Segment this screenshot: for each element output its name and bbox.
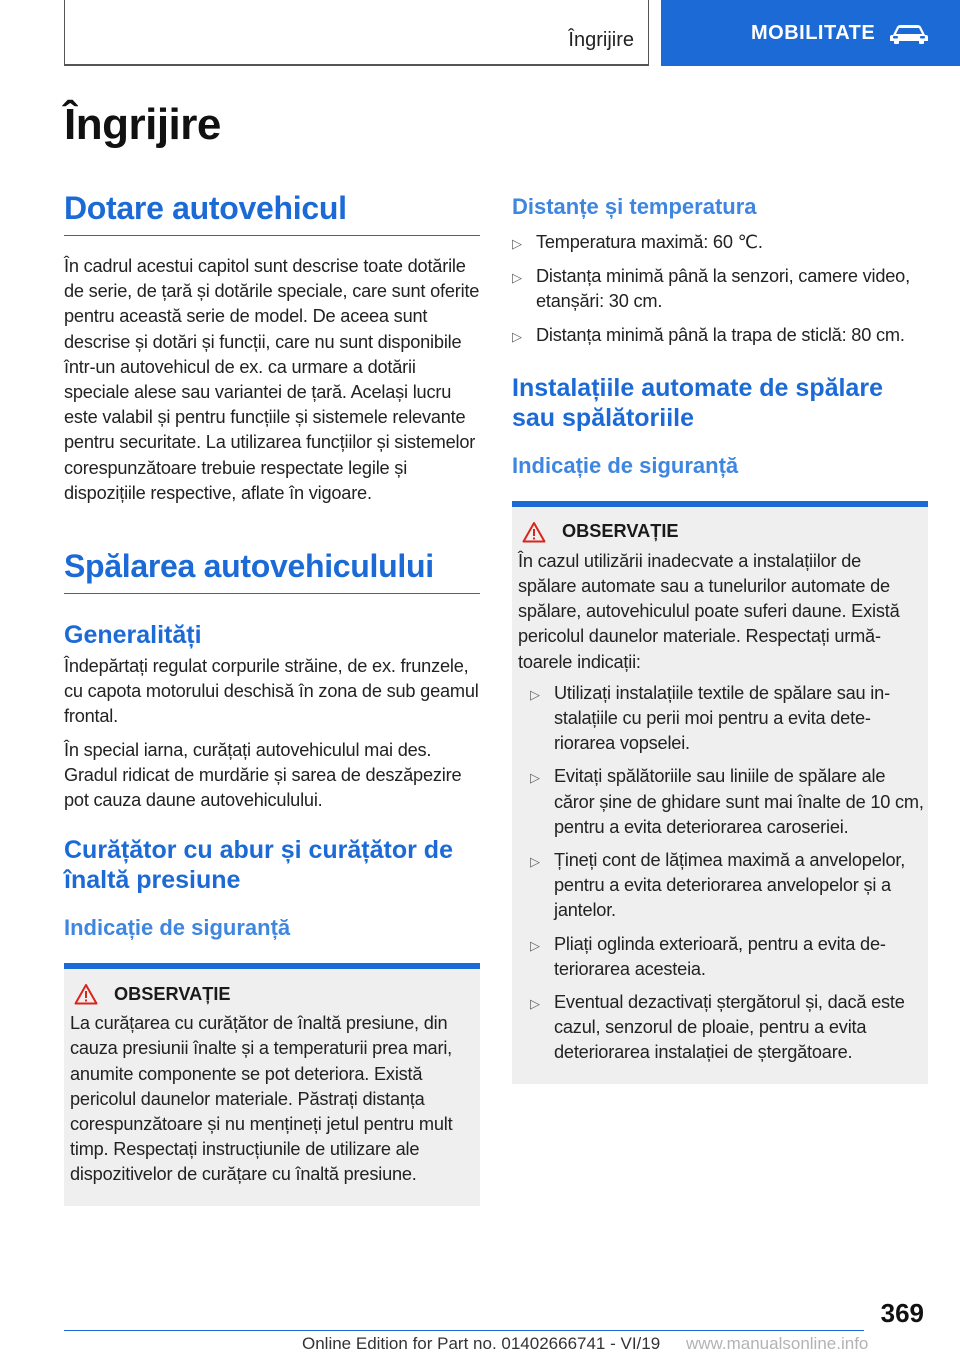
right-column — [512, 190, 928, 1084]
warning-text-left: La curățarea cu curățător de înaltă presiune, din cauza presiunii înalte și a temperaturii prea mari, anumite componente se pot deteriora. Există pericolul daunelor materiale. Păstrați distanța corespunzătoare și nu mențineți jetul pentru mult timp. Respectați instrucțiunile de utilizare ale dispozitivelor de curățare cu înaltă presiune. — [70, 1013, 453, 1185]
heading-washing: Spălarea autovehiculului — [64, 548, 480, 594]
bullet-triangle-icon — [530, 932, 554, 982]
page-number: 369 — [880, 1298, 924, 1328]
footer-site-link[interactable]: www.manualsonline.info — [686, 1334, 869, 1353]
page-title: Îngrijire — [64, 100, 221, 149]
warning-box-left — [64, 963, 480, 1205]
bullet-triangle-icon — [530, 764, 554, 840]
distance-list — [512, 230, 928, 349]
heading-distances: Distanțe și temperatura — [512, 194, 757, 219]
list-item: ▷ Țineți cont de lățimea maximă a anvelopelor, pentru a evita deteriorarea anvelopelor și a jantelor. — [530, 848, 924, 924]
heading-carwash: Instalațiile automate de spălare sau spălătoriile — [512, 373, 883, 432]
header-chapter-tab[interactable] — [661, 0, 960, 66]
heading-safety-note-left: Indicație de siguranță — [64, 915, 291, 941]
paragraph-equipment: În cadrul acestui capitol sunt descrise toate dotările de serie, de țară și dotările speciale, care sunt oferite pentru această serie de model. De aceea sunt descrise și dotări și funcții, care nu sunt disponibile într-un autovehicul de ex. ca urmare a dotării speciale alese sau variantei de țară. Același lucru este valabil și pentru funcțiile și sistemele relevante pentru securitate. La utilizarea funcțiilor și sistemelor corespunzătoare trebuie respectate legile și dispozițiile respective, aflate în vigoare. — [64, 256, 480, 503]
warning-title-text-right: OBSERVAȚIE — [562, 521, 679, 542]
heading-steam-cleaner: Curățător cu abur și curățător de înaltă presiune — [64, 836, 453, 895]
heading-general: Generalități — [64, 621, 202, 650]
footer-edition: Online Edition for Part no. 01402666741 - VI/19 — [302, 1334, 661, 1353]
list-item: ▷ Eventual dezactivați ștergătorul și, dacă este cazul, senzorul de ploaie, pentru a evita deteriorarea instalației de ștergătoare. — [530, 990, 924, 1066]
list-item: ▷ Evitați spălătoriile sau liniile de spălare ale căror șine de ghidare sunt mai înalte de 10 cm, pentru a evita deteriorarea caroseriei. — [530, 764, 924, 840]
heading-safety-note-right: Indicație de siguranță — [512, 452, 739, 478]
paragraph-general-2: În special iarna, curățați autovehiculul mai des. Gradul ridicat de murdărie și sarea de deszăpezire pot cauza daune autovehiculului. — [64, 739, 462, 811]
warning-title-left — [70, 983, 474, 1005]
bullet-triangle-icon — [530, 681, 554, 757]
header-section-box — [64, 0, 649, 66]
warning-title-text-left: OBSERVAȚIE — [114, 983, 231, 1004]
warning-title-right — [518, 521, 924, 543]
bullet-triangle-icon — [512, 230, 536, 256]
heading-equipment: Dotare autovehicul — [64, 190, 480, 236]
bullet-triangle-icon — [530, 990, 554, 1066]
warning-triangle-icon — [522, 521, 546, 543]
warning-triangle-icon — [74, 983, 98, 1005]
bullet-triangle-icon — [530, 848, 554, 924]
header-chapter-title: MOBILITATE — [751, 21, 876, 44]
list-item: ▷ Pliați oglinda exterioară, pentru a evita deteriorarea acesteia. — [530, 932, 924, 982]
car-icon — [889, 21, 929, 45]
bullet-triangle-icon — [512, 264, 536, 314]
list-item: ▷ Distanța minimă până la senzori, camere video, etanșări: 30 cm. — [512, 264, 928, 314]
footer-divider — [64, 1330, 864, 1331]
list-item: ▷ Distanța minimă până la trapa de sticlă: 80 cm. — [512, 323, 928, 349]
warning-text-right: În cazul utilizării inadecvate a instalațiilor de spălare automate sau a tunelurilor automate de spălare, autovehiculul poate suferi daune. Există pericolul daunelor materiale. Respectați următoarele indicații: — [518, 550, 900, 672]
header-section-title: Îngrijire — [568, 29, 634, 51]
bullet-triangle-icon — [512, 323, 536, 349]
list-item: ▷ Utilizați instalațiile textile de spălare sau instalațiile cu perii moi pentru a evita deteriorarea vopselei. — [530, 681, 924, 757]
paragraph-general-1: Îndepărtați regulat corpurile străine, de ex. frunzele, cu capota motorului deschisă în zona de sub geamul frontal. — [64, 656, 479, 727]
warning-box-right — [512, 501, 928, 1084]
warning-list-right — [518, 681, 924, 1066]
list-item: ▷ Temperatura maximă: 60 ℃. — [512, 230, 928, 256]
left-column — [64, 190, 480, 1206]
